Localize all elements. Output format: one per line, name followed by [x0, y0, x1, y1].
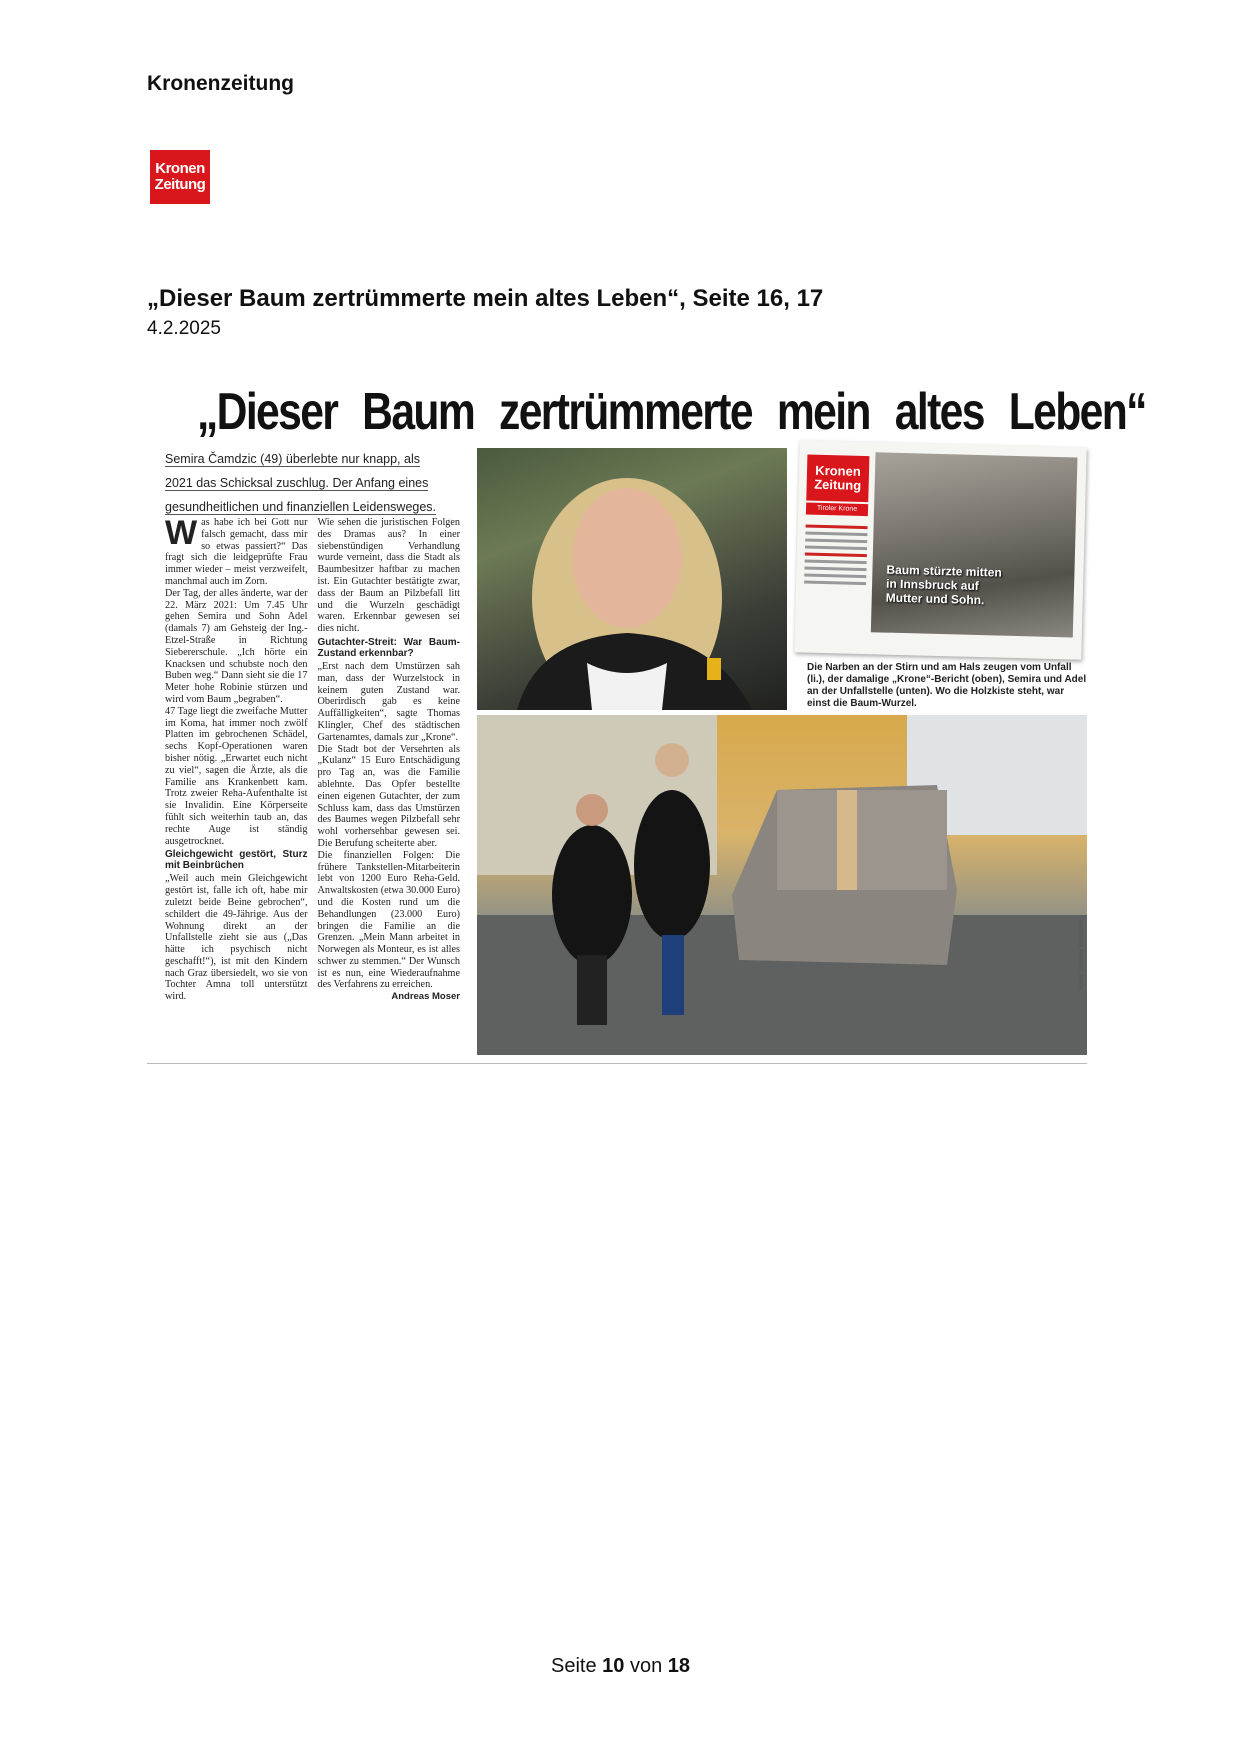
article-body [165, 517, 460, 1062]
paragraph: 47 Tage liegt die zweifache Mutter im Koma, hat immer noch zwölf Platten im gebrochenen Schädel, sechs Kopf-Operationen waren bisher nötig. „Erwartet euch nicht zu viel“, sagen die Ärzte, als die Familie ans Krankenbett kam. Trotz zweier Reha-Aufenthalte ist sie Invalidin. Eine Körperseite fühlt sich weiterhin taub an, das rechte Auge ist ständig ausgetrocknet. [165, 705, 308, 847]
logo-line-2: Zeitung [154, 176, 206, 193]
paragraph: Die finanziellen Folgen: Die frühere Tankstellen-Mitarbeiterin lebt von 1200 Euro Reha-Geld. Anwaltskosten (etwa 30.000 Euro) und die Kosten rund um die Behandlungen (23.000 Euro) bringen die Familie an die Grenzen. „Mein Mann arbeitet in Norwegen als Monteur, es ist alles schwer zu stemmen.“ Der Wunsch ist es nun, eine Wiederaufnahme des Verfahrens zu erreichen. [317, 849, 460, 991]
paragraph: „Erst nach dem Umstürzen sah man, dass der Wurzelstock in keinem guten Zustand war. Oberirdisch gab es keine Auffälligkeiten“, sagte Thomas Klingler, Chef des städtischen Gartenamtes, damals zur „Krone“. [317, 660, 460, 743]
cutout-text-lines [804, 520, 868, 589]
cutout-logo-line: Zeitung [814, 476, 862, 493]
kronen-zeitung-logo [150, 150, 210, 204]
cutout-photo [871, 452, 1078, 637]
cutout-caption: Baum stürzte mitten in Innsbruck auf Mutter und Sohn. [885, 562, 1002, 608]
portrait-photo [477, 448, 787, 710]
cutout-logo-line: Kronen [815, 462, 861, 479]
footer-middle: von [624, 1655, 668, 1677]
current-page: 10 [602, 1655, 625, 1677]
deck-line: 2021 das Schicksal zuschlug. Der Anfang eines [165, 476, 429, 490]
deck-line: Semira Čamdzic (49) überlebte nur knapp, als [165, 452, 420, 466]
scene-photo [477, 715, 1087, 1055]
deck-line: gesundheitlichen und finanziellen Leidensweges. [165, 500, 437, 514]
article-headline: „Dieser Baum zertrümmerte mein altes Leben“ [197, 383, 1146, 441]
logo-line-1: Kronen [155, 160, 205, 177]
article-deck [165, 447, 455, 519]
document-date: 4.2.2025 [147, 318, 221, 339]
subheading: Gleichgewicht gestört, Sturz mit Beinbrüchen [165, 849, 308, 872]
previous-report-clipping [794, 440, 1086, 659]
paragraph: „Weil auch mein Gleichgewicht gestört ist, falle ich oft, habe mir zuletzt beide Beine gebrochen“, schildert die 49-Jährige. Aus der Wohnung direkt an der Unfallstelle zieht sie aus („Das hätte ich psychisch nicht geschafft!“), ist mit den Kindern nach Graz übersiedelt, wo sie von Tochter Amna toll unterstützt wird. [165, 873, 308, 1003]
source-name: Kronenzeitung [147, 72, 294, 95]
newspaper-clipping [147, 370, 1146, 1060]
cutout-logo [806, 454, 869, 502]
document-title: „Dieser Baum zertrümmerte mein altes Leben“, Seite 16, 17 [147, 285, 824, 312]
photo-caption: Die Narben an der Stirn und am Hals zeugen vom Unfall (li.), der damalige „Krone“-Bericht (oben), Semira und Adel an der Unfallstelle (unten). Wo die Holzkiste steht, war einst die Baum-Wurzel. [807, 662, 1087, 709]
total-pages: 18 [667, 1655, 690, 1677]
paragraph: Wie sehen die juristischen Folgen des Dramas aus? In einer siebenstündigen Verhandlung wurde verneint, dass die Stadt als Baumbesitzer haftbar zu machen ist. Ein Gutachter bestätigte zwar, dass der Baum an Pilzbefall litt und die Wurzeln geschädigt waren. Erkennbar gewesen sei dies nicht. [317, 517, 460, 635]
footer-prefix: Seite [550, 1655, 603, 1677]
cutout-edition: Tiroler Krone [806, 502, 868, 516]
paragraph: Die Stadt bot der Versehrten als „Kulanz“ 15 Euro Entschädigung pro Tag an, was die Familie ablehnte. Das Opfer bestellte einen eigenen Gutachter, der zum Schluss kam, dass das Umstürzen des Baumes wegen Pilzbefall sehr wohl vorhersehbar gewesen sei. Die Berufung scheiterte aber. [317, 743, 460, 849]
paragraph: Der Tag, der alles änderte, war der 22. März 2021: Um 7.45 Uhr gehen Semira und Sohn Adel (damals 7) am Gehsteig der Ing.-Etzel-Straße in Richtung Siebererschule. „Ich hörte ein Knacksen und schubste noch den Buben weg.“ Dann sieht sie die 17 Meter hohe Robinie stürzen und wird vom Baum „begraben“. [165, 587, 308, 705]
page-footer [0, 1655, 1241, 1678]
dropcap: W [165, 517, 198, 552]
author-name: Andreas Moser [391, 991, 460, 1003]
clipping-divider [147, 1063, 1087, 1064]
paragraph: as habe ich bei Gott nur falsch gemacht, dass mir so etwas passiert?“ Das fragt sich die leidgeprüfte Frau immer wieder – meist verzweifelt, manchmal auch im Zorn. [165, 517, 308, 587]
subheading: Gutachter-Streit: War Baum-Zustand erkennbar? [317, 636, 460, 659]
photo-credit: Fotos: Johanna Birbaumer [1079, 919, 1085, 990]
